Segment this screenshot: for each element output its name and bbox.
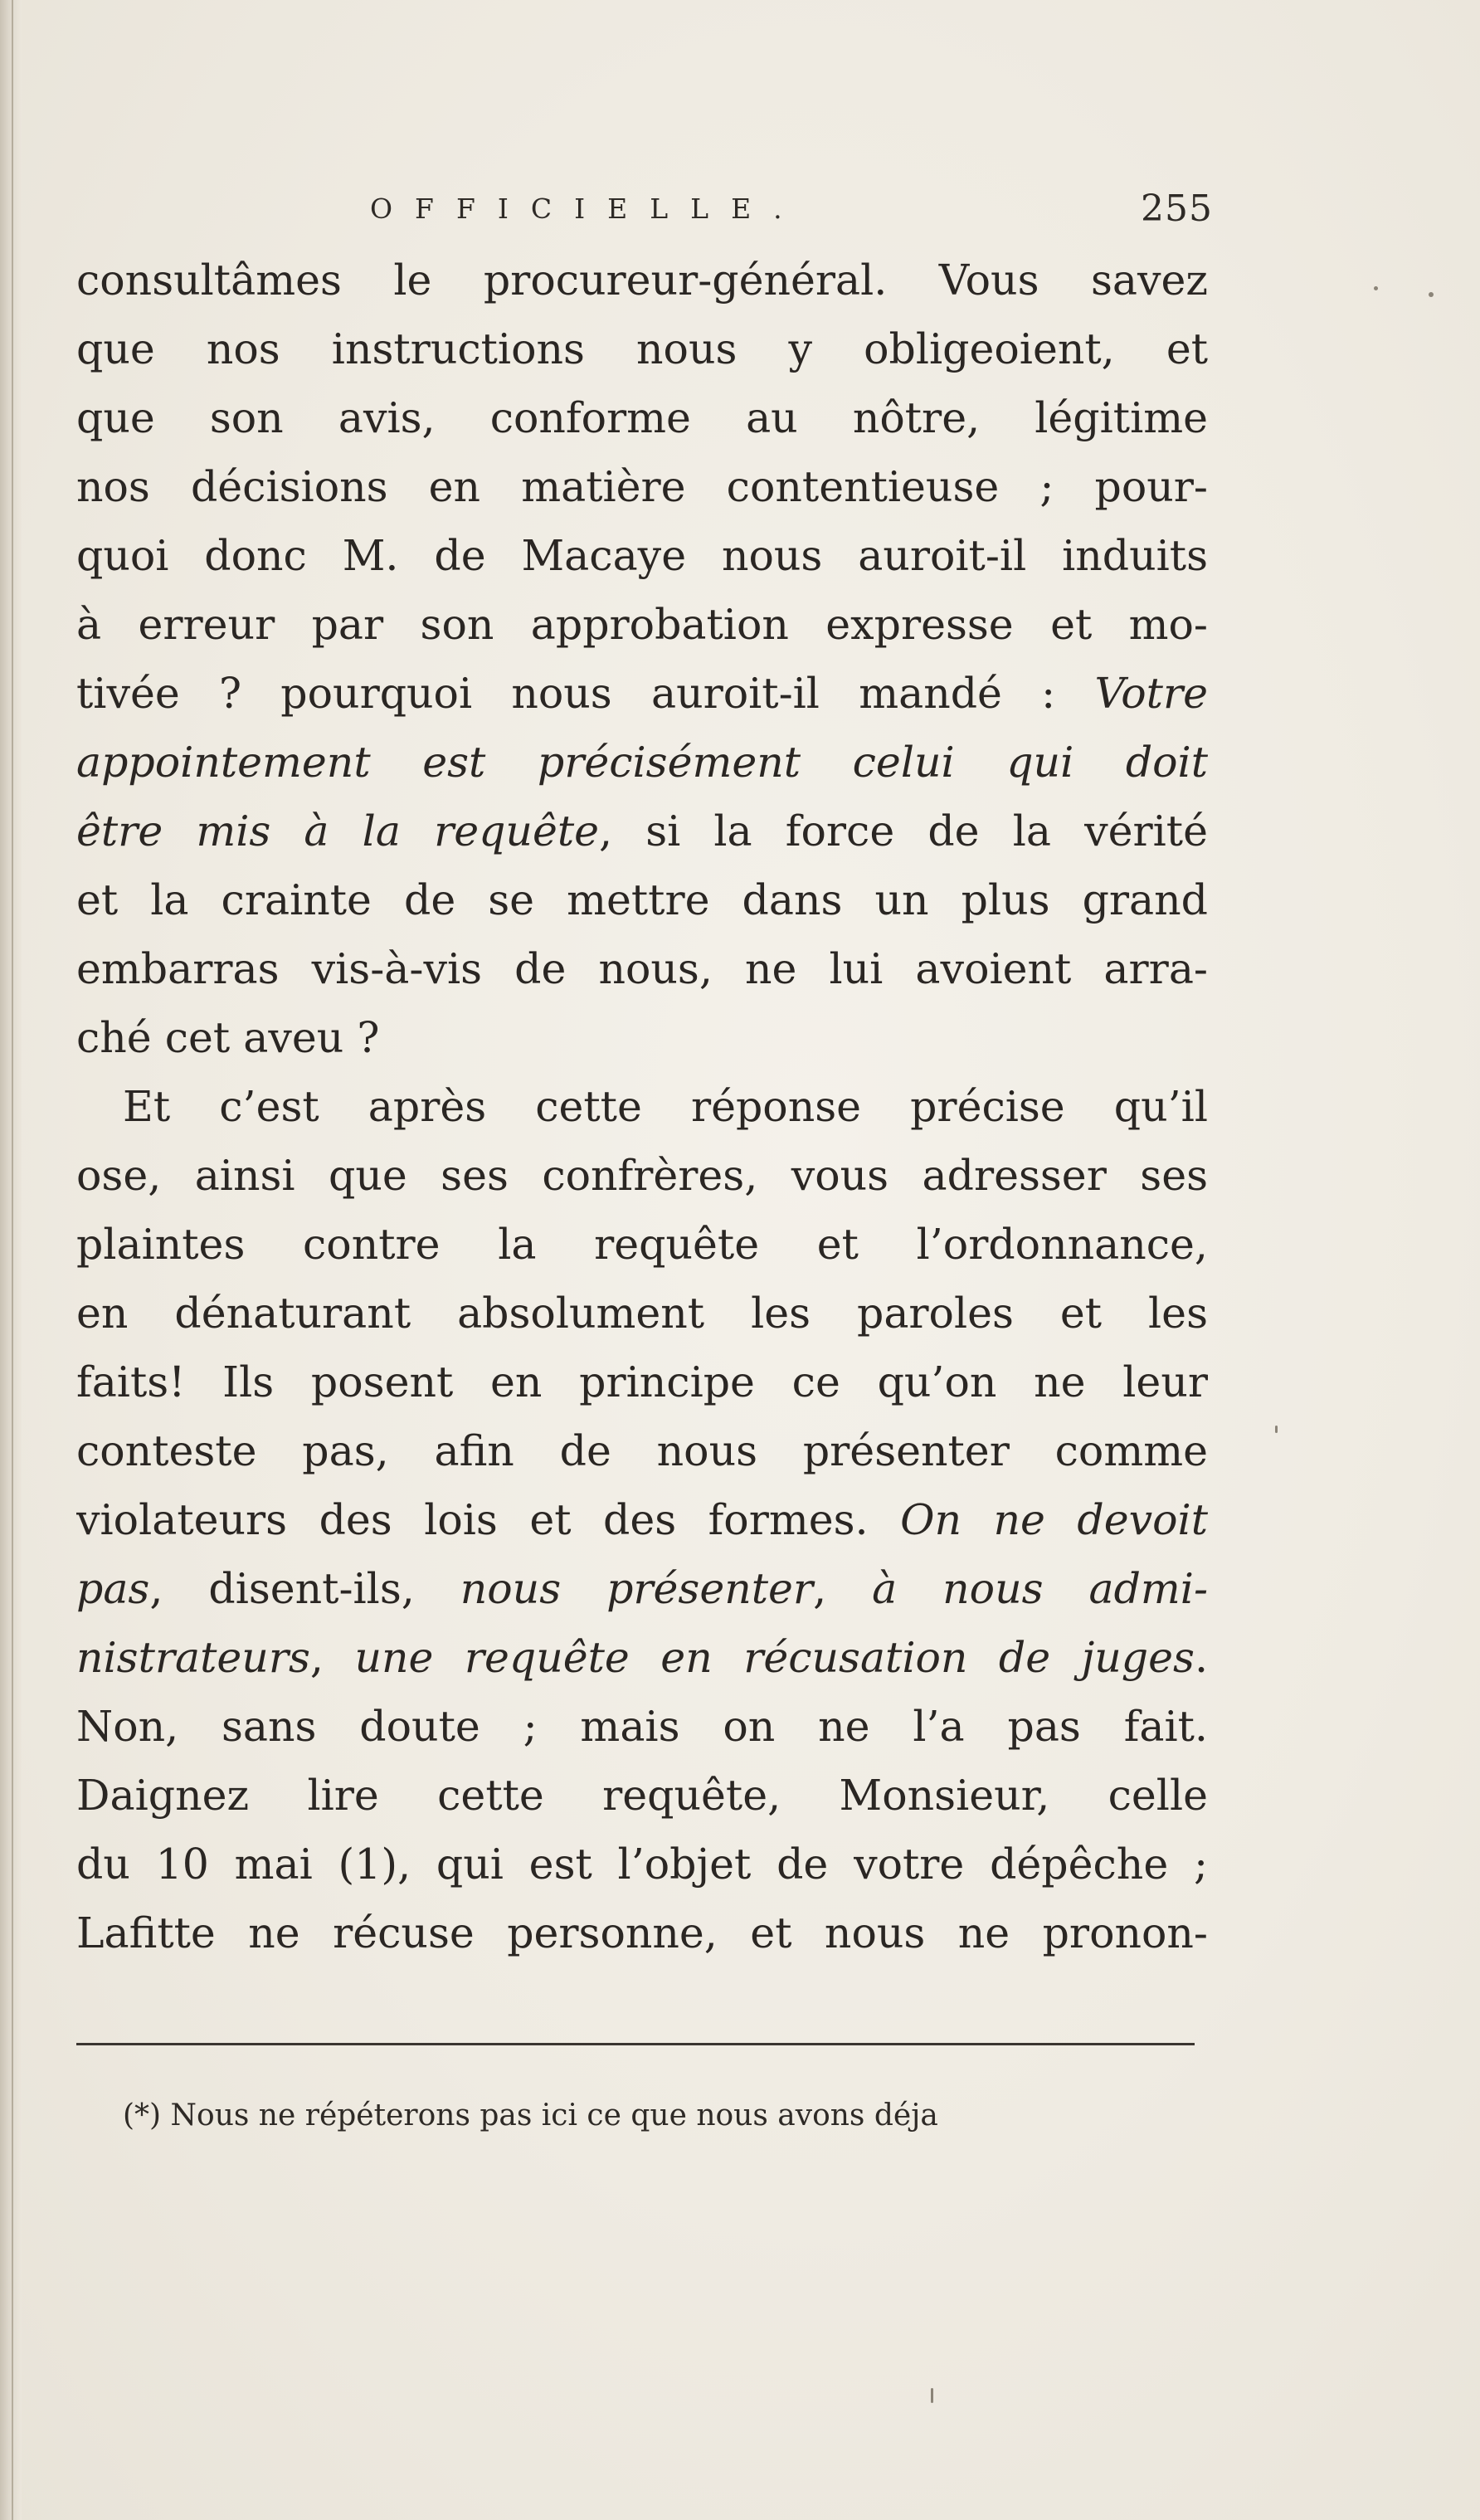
text-run: , si la force de la vérité <box>599 807 1208 855</box>
text-line: quoi donc M. de Macaye nous auroit-il induits <box>76 531 1208 580</box>
text-line: que son avis, conforme au nôtre, légitime <box>76 393 1208 442</box>
text-line: ose, ainsi que ses confrères, vous adresser ses <box>76 1151 1208 1200</box>
text-line <box>76 1554 1208 1623</box>
italic-text-run: appointement est précisément celui qui doit <box>76 738 1208 787</box>
text-run: violateurs des lois et des formes. <box>76 1495 901 1544</box>
text-line <box>76 797 1208 865</box>
text-line: à erreur par son approbation expresse et mo- <box>76 600 1208 649</box>
text-line: nos décisions en matière contentieuse ; pour- <box>76 462 1208 511</box>
text-run: , <box>813 1564 873 1613</box>
paragraph-first-line: Et c’est après cette réponse précise qu’il <box>123 1082 1208 1131</box>
running-head: OFFICIELLE. <box>370 193 805 225</box>
footnote-separator-rule <box>76 2043 1195 2045</box>
text-line: faits! Ils posent en principe ce qu’on ne leur <box>76 1357 1208 1406</box>
text-line: Daignez lire cette requête, Monsieur, celle <box>76 1771 1208 1820</box>
text-line: Non, sans doute ; mais on ne l’a pas fait. <box>76 1702 1208 1751</box>
text-line <box>76 728 1208 797</box>
italic-text-run: On ne devoit <box>900 1495 1208 1544</box>
italic-text-run: nous présenter <box>460 1564 814 1613</box>
text-run: tivée ? pourquoi nous auroit-il mandé : <box>76 669 1095 718</box>
text-line: et la crainte de se mettre dans un plus grand <box>76 875 1208 924</box>
page-binding-edge <box>0 0 22 2520</box>
text-run: . <box>1194 1633 1208 1682</box>
italic-text-run: être mis à la requête <box>76 807 600 855</box>
italic-text-run: une requête en récusation de juges <box>354 1633 1195 1682</box>
text-line: du 10 mai (1), qui est l’objet de votre dépêche ; <box>76 1840 1208 1889</box>
italic-text-run: pas <box>76 1564 150 1613</box>
paper-speck <box>1374 286 1378 290</box>
text-line <box>76 1485 1208 1554</box>
italic-text-run: nistrateurs <box>76 1633 310 1682</box>
paper-speck <box>1275 1426 1278 1433</box>
paper-speck <box>931 2388 933 2403</box>
text-line <box>76 659 1208 728</box>
footnote: (*) Nous ne répéterons pas ici ce que nous avons déja <box>123 2098 938 2132</box>
page-number: 255 <box>1141 188 1213 230</box>
text-line: que nos instructions nous y obligeoient, et <box>76 324 1208 373</box>
text-line: embarras vis-à-vis de nous, ne lui avoient arra- <box>76 944 1208 993</box>
italic-text-run: Votre <box>1094 669 1208 718</box>
italic-text-run: à nous admi- <box>872 1564 1208 1613</box>
text-run: , disent-ils, <box>149 1564 460 1613</box>
text-line: ché cet aveu ? <box>76 1013 380 1062</box>
text-line <box>76 1623 1208 1692</box>
text-line: consultâmes le procureur-général. Vous savez <box>76 256 1208 305</box>
binding-fold-line <box>12 0 13 2520</box>
text-line: en dénaturant absolument les paroles et les <box>76 1289 1208 1338</box>
text-run: , <box>309 1633 355 1682</box>
text-line: Lafitte ne récuse personne, et nous ne pronon- <box>76 1908 1208 1957</box>
paper-speck <box>1429 292 1434 297</box>
body-text <box>76 246 1208 1967</box>
text-line: conteste pas, afin de nous présenter comme <box>76 1426 1208 1475</box>
text-line: plaintes contre la requête et l’ordonnance, <box>76 1220 1208 1269</box>
